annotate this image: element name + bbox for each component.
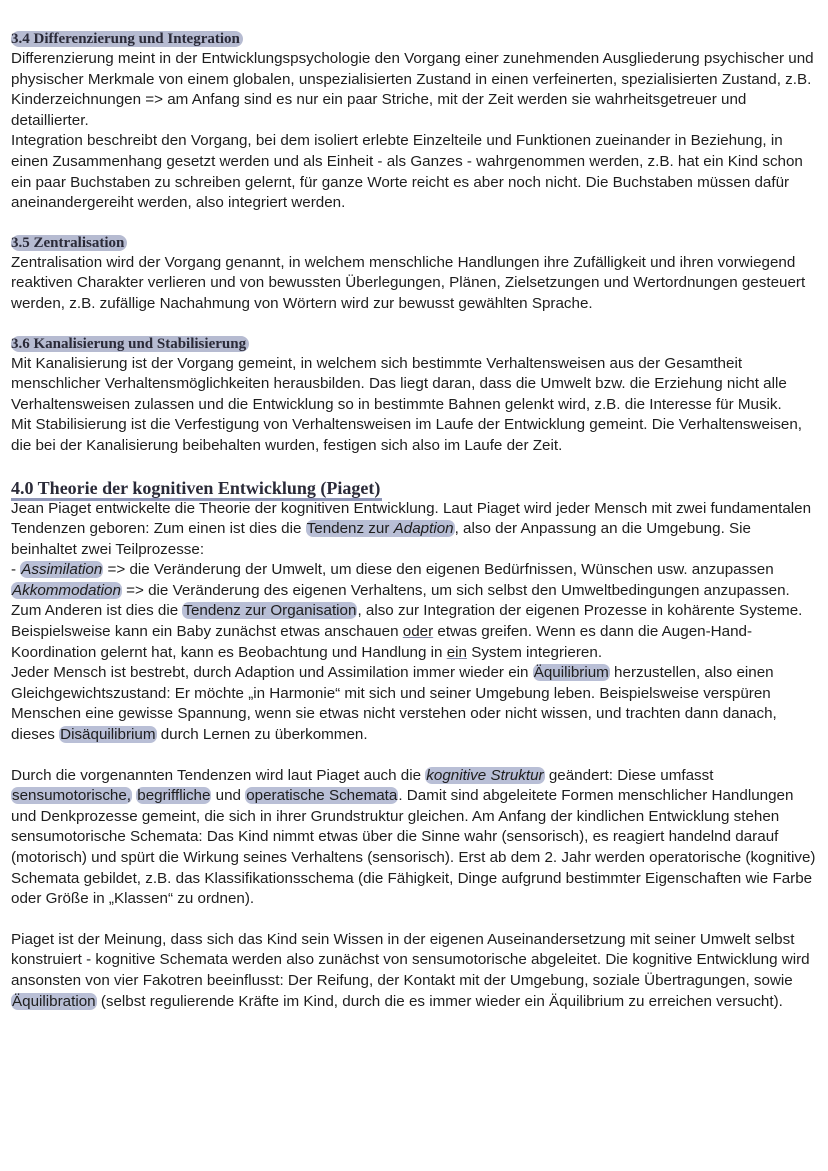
highlight-tendenz-organisation: Tendenz zur Organisation (183, 602, 357, 620)
highlight-aequilibrium: Äquilibrium (533, 664, 609, 682)
underlined-oder: oder (402, 623, 434, 641)
paragraph-wissen-konstruktion: Piaget ist der Meinung, dass sich das Kind sein Wissen in der eigenen Auseinandersetzung mit seiner Umwelt selbst konstruiert - kognitive Schemata werden also zunächst von sensumotorische abgeleitet. Die kognitive Entwicklung wird ansonsten von vier Fakotren beeinflusst: Der Reifung, der Kontakt mit der Umgebung, soziale Übertragungen, sowie Äquilibration (selbst regulierende Kräfte im Kind, durch die es immer wieder ein Äquilibrium zu erreichen versucht). (11, 930, 810, 1010)
paragraph-akkommodation: Akkommodation => die Veränderung des eigenen Verhaltens, um sich selbst den Umweltbedingungen anzupassen. (12, 581, 790, 599)
document-page (11, 30, 819, 1012)
paragraph-assimilation: - Assimilation => die Veränderung der Umwelt, um diese den eigenen Bedürfnissen, Wünschen usw. anzupassen (11, 561, 774, 579)
heading-4-0: 4.0 Theorie der kognitiven Entwicklung (Piaget) (11, 477, 382, 499)
highlight-aequilibration: Äquilibration (12, 992, 96, 1010)
heading-3-5: 3.5 Zentralisation (11, 234, 127, 253)
paragraph-organisation: Zum Anderen ist dies die Tendenz zur Organisation, also zur Integration der eigenen Prozesse in kohärente Systeme. Beispielsweise kann ein Baby zunächst etwas anschauen oder etwas greifen. Wenn es dann die Augen-Hand-Koordination gelernt hat, kann es Beobachtung und Handlung in ein System integrieren. (11, 602, 803, 661)
paragraph-differenzierung: Differenzierung meint in der Entwicklungspsychologie den Vorgang einer zunehmenden Ausgliederung psychischer und physischer Merkmale von einem globalen, unspezialisierten Zustand in einen verfeinerten, spezialisierten Zustand, z.B. Kinderzeichnungen => am Anfang sind es nur ein paar Striche, mit der Zeit werden sie wahrheitsgetreuer und detaillierter. (11, 50, 814, 129)
paragraph-kanalisierung: Mit Kanalisierung ist der Vorgang gemeint, in welchem sich bestimmte Verhaltensweisen aus der Gesamtheit menschlicher Verhaltensmöglichkeiten herausbilden. Das liegt daran, dass die Umwelt bzw. die Erziehung nicht alle Verhaltensweisen zulassen und die Entwicklung so in bestimmte Bahnen gelenkt wird, z.B. die Interesse für Musik. (11, 354, 787, 413)
paragraph-zentralisation: Zentralisation wird der Vorgang genannt, in welchem menschliche Handlungen ihre Zufälligkeit und ihren vorwiegend reaktiven Charakter verlieren und von bewussten Überlegungen, Plänen, Zielsetzungen und Wertordnungen gesteuert werden, z.B. zufällige Nachahmung von Wörtern wird zur bewusst gewählten Sprache. (11, 253, 806, 312)
highlight-tendenz-adaption: Tendenz zur Adaption (306, 520, 454, 538)
highlight-akkommodation: Akkommodation (12, 581, 121, 599)
paragraph-piaget-intro: Jean Piaget entwickelte die Theorie der kognitiven Entwicklung. Laut Piaget wird jeder Mensch mit zwei fundamentalen Tendenzen geboren: Zum einen ist dies die Tendenz zur Adaption, also der Anpassung an die Umgebung. Sie beinhaltet zwei Teilprozesse: (11, 499, 812, 558)
paragraph-kognitive-struktur: Durch die vorgenannten Tendenzen wird laut Piaget auch die kognitive Struktur geändert: Diese umfasst sensumotorische, begriffliche und operatische Schemata. Damit sind abgeleitete Formen menschlicher Handlungen und Denkprozesse gemeint, die sich in ihrer Grundstruktur gleichen. Am Anfang der kindlichen Entwicklung stehen sensumotorische Schemata: Das Kind nimmt etwas über die Sinne wahr (sensorisch), es reagiert handelnd darauf (motorisch) und spürt die Wirkung seines Verhaltens (sensorisch). Erst ab dem 2. Jahr werden operatorische (kognitive) Schemata gebildet, z.B. das Klassifikationsschema (die Fähigkeit, Dinge aufgrund bestimmter Eigenschaften wie Farbe oder Größe in „Klassen“ zu ordnen). (11, 766, 816, 908)
underlined-ein: ein (446, 643, 467, 661)
paragraph-aequilibrium: Jeder Mensch ist bestrebt, durch Adaption und Assimilation immer wieder ein Äquilibrium herzustellen, also einen Gleichgewichtszustand: Er möchte „in Harmonie“ mit sich und seiner Umgebung leben. Beispielsweise verspüren Menschen eine gewisse Spannung, wenn sie etwas nicht verstehen oder nicht wissen, und trachten dann danach, dieses Disäquilibrium durch Lernen zu überkommen. (11, 664, 777, 744)
heading-3-6: 3.6 Kanalisierung und Stabilisierung (11, 335, 249, 354)
paragraph-stabilisierung: Mit Stabilisierung ist die Verfestigung von Verhaltensweisen im Laufe der Entwicklung gemeint. Die Verhaltensweisen, die bei der Kanalisierung beibehalten wurden, festigen sich also im Laufe der Zeit. (11, 416, 803, 454)
highlight-disaequilibrium: Disäquilibrium (60, 726, 156, 744)
heading-3-4: 3.4 Differenzierung und Integration (11, 30, 243, 49)
highlight-operatische-schemata: operatische Schemata (246, 787, 398, 805)
highlight-sensumotorische: sensumotorische, (12, 787, 132, 805)
highlight-assimilation: Assimilation (21, 561, 103, 579)
highlight-begriffliche: begriffliche (137, 787, 211, 805)
highlight-kognitive-struktur: kognitive Struktur (426, 766, 544, 784)
paragraph-integration: Integration beschreibt den Vorgang, bei dem isoliert erlebte Einzelteile und Funktionen zueinander in Beziehung, in einen Zusammenhang gesetzt werden und als Einheit - als Ganzes - wahrgenommen werden, z.B. hat ein Kind schon ein paar Buchstaben zu schreiben gelernt, für ganze Worte reicht es aber noch nicht. Die Buchstaben müssen dafür aneinandergereiht werden, also integriert werden. (11, 132, 803, 212)
